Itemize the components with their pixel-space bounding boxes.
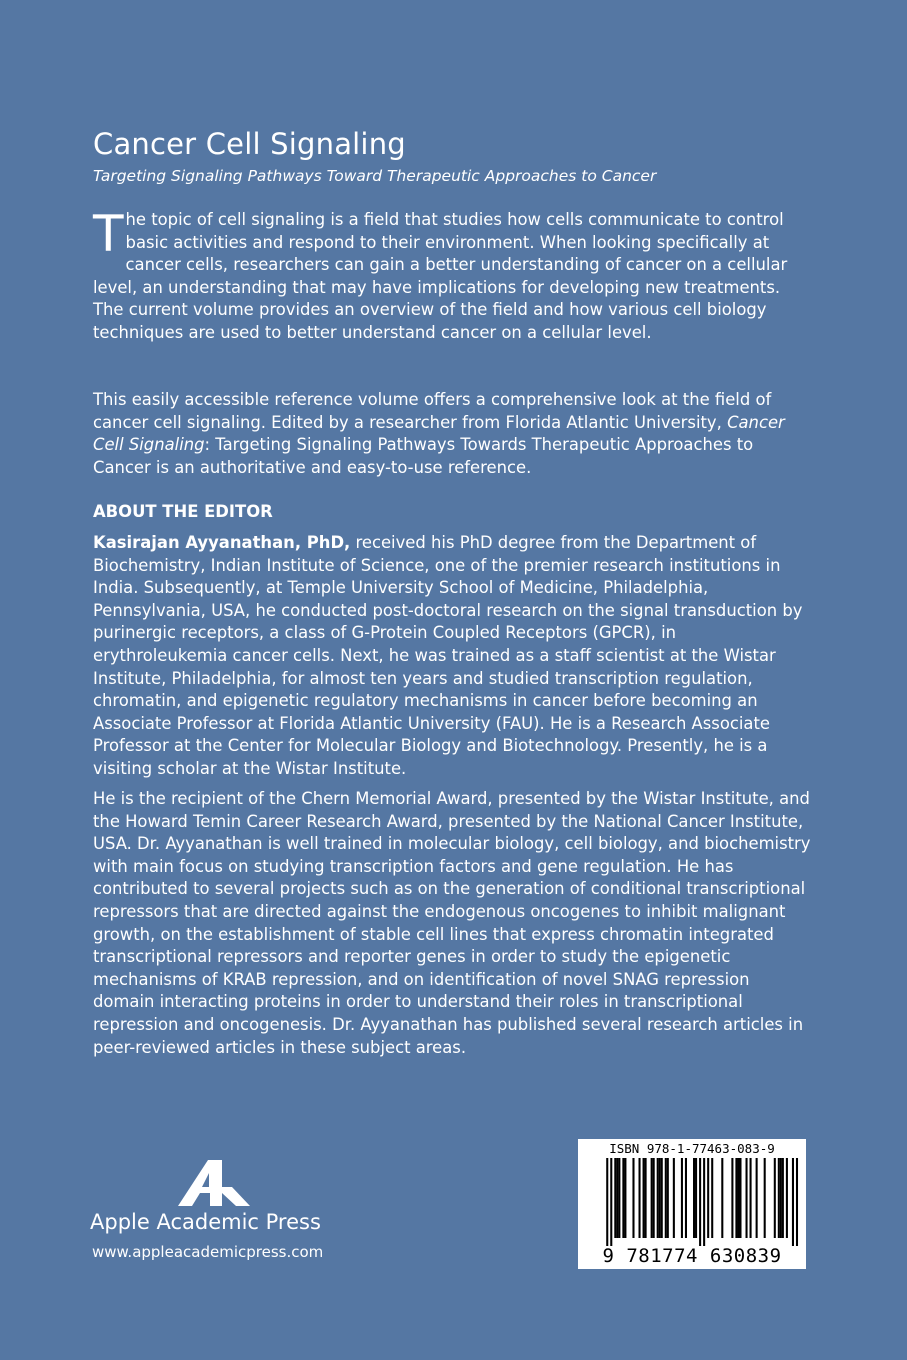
apple-academic-press-logo-icon	[178, 1160, 250, 1206]
description-paragraph-1-text: he topic of cell signaling is a field that studies how cells communicate to control basic activities and respond to their environment. When looking specifically at cancer cells, researchers can gain a better understanding of cancer on a cellular level, an understanding that may have implications for developing new treatments. The current volume provides an overview of the field and how various cell biology techniques are used to better understand cancer on a cellular level.	[93, 210, 788, 342]
drop-cap: T	[93, 205, 124, 263]
barcode-bar	[739, 1158, 741, 1238]
barcode-bar	[657, 1158, 659, 1238]
barcode-bar	[618, 1158, 620, 1238]
barcode-bar	[681, 1158, 683, 1238]
barcode-bar	[737, 1158, 739, 1238]
barcode-bar	[786, 1158, 788, 1238]
barcode-bar	[610, 1158, 612, 1246]
editor-bio-paragraph-2: He is the recipient of the Chern Memorial Award, presented by the Wistar Institute, and the Howard Temin Career Research Award, presented by the National Cancer Institute, USA. Dr. Ayyanathan is well trained in molecular biology, cell biology, and biochemistry with main focus on studying transcription factors and gene regulation. He has contributed to several projects such as on the generation of conditional transcriptional repressors that are directed against the endogenous oncogenes to inhibit malignant growth, on the establishment of stable cell lines that express chromatin integrated transcriptional repressors and reporter genes in order to study the epigenetic mechanisms of KRAB repression, and on identification of novel SNAG repression domain interacting proteins in order to understand their roles in transcriptional repression and oncogenesis. Dr. Ayyanathan has published several research articles in peer-reviewed articles in these subject areas.	[93, 789, 811, 1057]
barcode-bar	[735, 1158, 737, 1238]
barcode-bar	[614, 1158, 616, 1238]
editor-bio-1-text: received his PhD degree from the Department of Biochemistry, Indian Institute of Science, one of the premier research institutions in India. Subsequently, at Temple University School of Medicine, Philadelphia, Pennsylvania, USA, he conducted post-doctoral research on the signal transduction by purinergic receptors, a class of G-Protein Coupled Receptors (GPCR), in erythroleukemia cancer cells. Next, he was trained as a staff scientist at the Wistar Institute, Philadelphia, for almost ten years and studied transcription regulation, chromatin, and epigenetic regulatory mechanisms in cancer before becoming an Associate Professor at Florida Atlantic University (FAU). He is a Research Associate Professor at the Center for Molecular Biology and Biotechnology. Presently, he is a visiting scholar at the Wistar Institute.	[93, 533, 803, 778]
barcode-bar	[707, 1158, 709, 1238]
barcode-bars	[584, 1158, 800, 1246]
barcode-bar	[685, 1158, 687, 1238]
publisher-name: Apple Academic Press	[90, 1210, 321, 1234]
isbn-label: ISBN 978-1-77463-083-9	[609, 1141, 775, 1156]
barcode-bar	[651, 1158, 653, 1238]
description-paragraph-2-end: : Targeting Signaling Pathways Towards Therapeutic Approaches to Cancer is an authoritative and easy-to-use reference.	[93, 435, 754, 477]
barcode-bar	[721, 1158, 723, 1238]
barcode-digits: 9 781774 630839	[602, 1245, 782, 1267]
barcode-bar	[622, 1158, 624, 1238]
barcode-bar	[750, 1158, 752, 1238]
barcode-bar	[645, 1158, 647, 1238]
barcode-bar	[693, 1158, 695, 1238]
barcode-bar	[632, 1158, 634, 1238]
book-title: Cancer Cell Signaling	[93, 127, 406, 161]
barcode-bar	[703, 1158, 705, 1246]
barcode-bar	[699, 1158, 701, 1246]
barcode-bar	[673, 1158, 675, 1238]
barcode-bar	[643, 1158, 645, 1238]
barcode-bar	[665, 1158, 667, 1238]
barcode-bar	[624, 1158, 626, 1238]
description-paragraph-2	[93, 389, 813, 479]
barcode-bar	[792, 1158, 794, 1246]
barcode-bar	[659, 1158, 661, 1238]
description-paragraph-1	[93, 205, 813, 345]
isbn-barcode	[578, 1139, 806, 1269]
barcode-bar	[764, 1158, 766, 1238]
barcode-bar	[639, 1158, 641, 1238]
barcode-bar	[616, 1158, 618, 1238]
editor-bio-paragraph-1	[93, 532, 813, 781]
barcode-bar	[780, 1158, 782, 1238]
barcode-bar	[774, 1158, 776, 1238]
barcode-bar	[782, 1158, 784, 1238]
barcode-bar	[756, 1158, 758, 1238]
barcode-bar	[796, 1158, 798, 1246]
publisher-website: www.appleacademicpress.com	[92, 1243, 324, 1261]
book-subtitle: Targeting Signaling Pathways Toward Therapeutic Approaches to Cancer	[93, 167, 657, 185]
barcode-bar	[695, 1158, 697, 1238]
barcode-bar	[667, 1158, 669, 1238]
description-paragraph-2-book-title: Cancer Cell Signaling	[93, 412, 785, 455]
barcode-bar	[731, 1158, 733, 1238]
about-editor-heading: ABOUT THE EDITOR	[93, 502, 273, 521]
barcode-bar	[778, 1158, 780, 1238]
barcode-bar	[653, 1158, 655, 1238]
barcode-bar	[606, 1158, 608, 1246]
barcode-bar	[661, 1158, 663, 1238]
editor-name: Kasirajan Ayyanathan, PhD,	[93, 533, 351, 552]
barcode-bar	[711, 1158, 713, 1238]
barcode-bar	[746, 1158, 748, 1238]
description-paragraph-2-start: This easily accessible reference volume offers a comprehensive look at the field of cancer cell signaling. Edited by a researcher from Florida Atlantic University,	[93, 390, 772, 432]
